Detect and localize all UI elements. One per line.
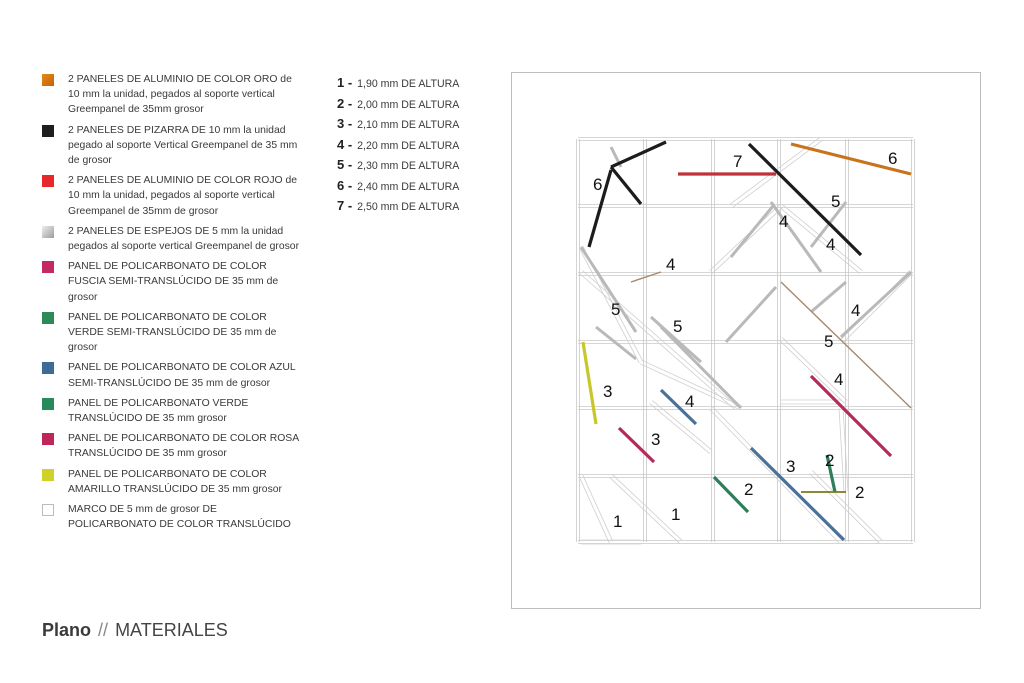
legend-swatch: [42, 74, 54, 86]
height-text: 2,10 mm DE ALTURA: [357, 119, 460, 131]
height-label: 1: [613, 512, 623, 531]
legend-swatch: [42, 362, 54, 374]
legend-text: 2 PANELES DE PIZARRA DE 10 mm la unidad pegado al soporte Vertical Greempanel de 35 mm de grosor: [68, 124, 298, 167]
fuchsia-panel: [619, 428, 654, 462]
legend-text: PANEL DE POLICARBONATO DE COLOR AZUL SEMI-TRANSLÚCIDO DE 35 mm de grosor: [68, 362, 296, 389]
height-number: 6 -: [337, 177, 353, 193]
guide-line: [810, 473, 880, 543]
legend-text: PANEL DE POLICARBONATO DE COLOR AMARILLO TRANSLÚCIDO DE 35 mm grosor: [68, 468, 283, 495]
legend-item: [42, 396, 302, 426]
legend-text: 2 PANELES DE ALUMINIO DE COLOR ORO de 10 mm la unidad, pegados al soporte vertical Greempanel de 35mm grosor: [68, 74, 292, 116]
floor-plan: [511, 72, 981, 609]
height-label: 3: [651, 430, 661, 449]
height-label: 4: [779, 212, 789, 231]
height-label: 3: [603, 382, 613, 401]
height-number: 1 -: [337, 75, 353, 90]
guide-line: [579, 477, 609, 543]
slate-panel: [611, 167, 641, 204]
legend-item: [42, 173, 302, 219]
height-item: [337, 156, 507, 177]
height-text: 2,00 mm DE ALTURA: [357, 98, 460, 111]
legend-item: [42, 310, 302, 356]
height-label: 2: [825, 451, 835, 470]
legend-swatch: [42, 226, 54, 238]
legend-text: 2 PANELES DE ALUMINIO DE COLOR ROJO de 10 mm la unidad, pegados al soporte vertical Greempanel de 35mm de grosor: [68, 175, 298, 217]
height-number: 4 -: [337, 136, 353, 152]
height-item: [337, 197, 507, 218]
height-label: 5: [611, 300, 621, 319]
height-item: [337, 74, 507, 95]
tan-panel: [631, 272, 661, 282]
height-label: 4: [685, 392, 695, 411]
guide-line: [782, 204, 862, 270]
height-item: [337, 95, 507, 116]
height-label: 5: [824, 332, 834, 351]
height-number: 2 -: [337, 95, 353, 111]
height-label: 6: [593, 175, 603, 194]
height-label: 2: [855, 483, 865, 502]
height-label: 6: [888, 149, 898, 168]
height-number: 3 -: [337, 116, 353, 131]
height-number: 7 -: [337, 198, 353, 213]
legend-swatch: [42, 125, 54, 137]
materials-legend: [42, 72, 302, 537]
legend-text: PANEL DE POLICARBONATO DE COLOR FUSCIA SEMI-TRANSLÚCIDO DE 35 mm de grosor: [68, 261, 279, 303]
slate-panel: [749, 144, 861, 255]
legend-text: PANEL DE POLICARBONATO VERDE TRANSLÚCIDO DE 35 mm grosor: [68, 397, 249, 425]
height-label: 3: [786, 457, 796, 476]
height-label: 4: [826, 235, 836, 254]
legend-text: PANEL DE POLICARBONATO DE COLOR VERDE SEMI-TRANSLÚCIDO DE 35 mm de grosor: [68, 311, 277, 354]
guide-line: [610, 477, 680, 543]
height-label: 4: [666, 255, 676, 274]
guide-line: [710, 205, 780, 271]
mirror-panel: [596, 327, 636, 359]
height-label: 1: [671, 505, 681, 524]
guide-line: [710, 409, 840, 543]
mirror-panel: [581, 247, 636, 332]
legend-text: MARCO DE 5 mm de grosor DE POLICARBONATO DE COLOR TRANSLÚCIDO: [68, 504, 291, 531]
legend-text: 2 PANELES DE ESPEJOS DE 5 mm la unidad pegados al soporte vertical Greempanel de grosor: [68, 225, 300, 253]
height-number: 5 -: [337, 157, 353, 172]
guide-line: [583, 475, 613, 541]
height-label: 4: [851, 301, 861, 320]
height-label: 4: [834, 370, 844, 389]
mirror-panel: [811, 282, 846, 312]
height-item: [337, 136, 507, 157]
guide-line: [579, 248, 639, 363]
height-text: 2,50 mm DE ALTURA: [357, 201, 460, 213]
legend-swatch: [42, 469, 54, 481]
title-bold: Plano: [42, 620, 92, 640]
height-label: 2: [744, 480, 754, 499]
legend-item: [42, 360, 302, 390]
legend-item: [42, 72, 302, 118]
mirror-panel: [731, 206, 773, 257]
legend-item: [42, 467, 302, 497]
legend-item: [42, 224, 302, 254]
legend-item: [42, 259, 302, 305]
green-panel: [714, 477, 748, 512]
height-text: 2,40 mm DE ALTURA: [357, 180, 460, 193]
legend-swatch: [42, 312, 54, 324]
legend-text: PANEL DE POLICARBONATO DE COLOR ROSA TRANSLÚCIDO DE 35 mm grosor: [68, 433, 299, 460]
height-text: 1,90 mm DE ALTURA: [357, 78, 460, 90]
legend-swatch: [42, 398, 54, 410]
height-label: 5: [831, 192, 841, 211]
yellow-panel: [583, 342, 596, 424]
heights-list: [337, 74, 507, 218]
legend-swatch: [42, 261, 54, 273]
height-item: [337, 115, 507, 136]
page-title: [42, 620, 228, 641]
height-label: 7: [733, 152, 743, 171]
height-item: [337, 177, 507, 198]
legend-item: [42, 502, 302, 532]
fuchsia-panel: [811, 376, 891, 456]
title-rest: MATERIALES: [115, 620, 228, 640]
guide-line: [839, 408, 844, 492]
height-label: 5: [673, 317, 683, 336]
legend-swatch: [42, 433, 54, 445]
legend-item: [42, 123, 302, 169]
legend-swatch: [42, 504, 54, 516]
guide-line: [652, 400, 712, 450]
legend-swatch: [42, 175, 54, 187]
height-text: 2,20 mm DE ALTURA: [357, 139, 460, 152]
height-text: 2,30 mm DE ALTURA: [357, 160, 460, 172]
legend-item: [42, 431, 302, 461]
tan-panel: [781, 282, 911, 408]
mirror-panel: [726, 287, 776, 342]
guide-line: [712, 207, 782, 273]
slate-panel: [611, 142, 666, 167]
title-separator: //: [98, 620, 109, 640]
